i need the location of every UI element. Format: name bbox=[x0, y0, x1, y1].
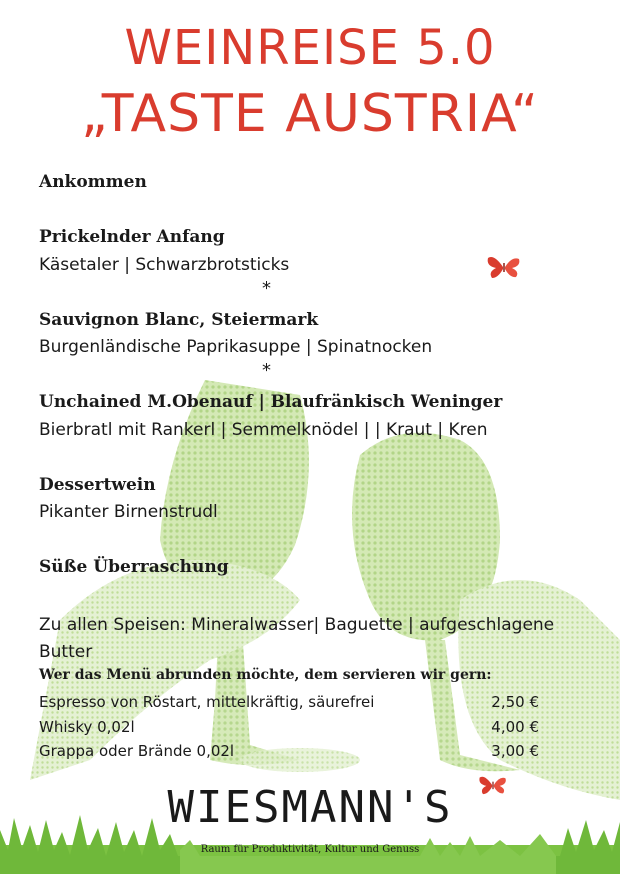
course2-heading: Sauvignon Blanc, Steiermark bbox=[39, 310, 319, 330]
course3-heading: Unchained M.Obenauf | Blaufränkisch Weninger bbox=[39, 392, 503, 412]
arrival-heading: Ankommen bbox=[39, 172, 147, 192]
included-line: Butter bbox=[39, 642, 93, 662]
butterfly-icon bbox=[486, 254, 522, 280]
course5-heading: Süße Überraschung bbox=[39, 557, 229, 577]
included-line: Zu allen Speisen: Mineralwasser| Baguette | aufgeschlagene bbox=[39, 615, 555, 635]
extra-item-name: Espresso von Röstart, mittelkräftig, säurefrei bbox=[39, 693, 375, 711]
extra-item-name: Grappa oder Brände 0,02l bbox=[39, 742, 235, 760]
extra-item bbox=[39, 742, 539, 762]
extras-heading: Wer das Menü abrunden möchte, dem servieren wir gern: bbox=[39, 667, 492, 683]
event-subtitle: „TASTE AUSTRIA“ bbox=[81, 84, 539, 144]
course-separator: * bbox=[262, 360, 271, 381]
butterfly-icon bbox=[478, 774, 508, 796]
extra-item bbox=[39, 718, 539, 738]
brand-logo: WIESMANN'S bbox=[167, 782, 453, 833]
course4-dish: Pikanter Birnenstrudl bbox=[39, 502, 218, 522]
extra-item-name: Whisky 0,02l bbox=[39, 718, 135, 736]
event-title: WEINREISE 5.0 bbox=[124, 20, 496, 76]
extra-item bbox=[39, 693, 539, 713]
extra-item-price: 2,50 € bbox=[491, 693, 539, 711]
course1-heading: Prickelnder Anfang bbox=[39, 227, 225, 247]
course4-heading: Dessertwein bbox=[39, 475, 156, 495]
course1-dish: Käsetaler | Schwarzbrotsticks bbox=[39, 255, 290, 275]
course3-dish: Bierbratl mit Rankerl | Semmelknödel | | Kraut | Kren bbox=[39, 420, 488, 440]
course-separator: * bbox=[262, 278, 271, 299]
extra-item-price: 4,00 € bbox=[491, 718, 539, 736]
extra-item-price: 3,00 € bbox=[491, 742, 539, 760]
course2-dish: Burgenländische Paprikasuppe | Spinatnocken bbox=[39, 337, 433, 357]
brand-tagline: Raum für Produktivität, Kultur und Genuss bbox=[200, 844, 420, 855]
